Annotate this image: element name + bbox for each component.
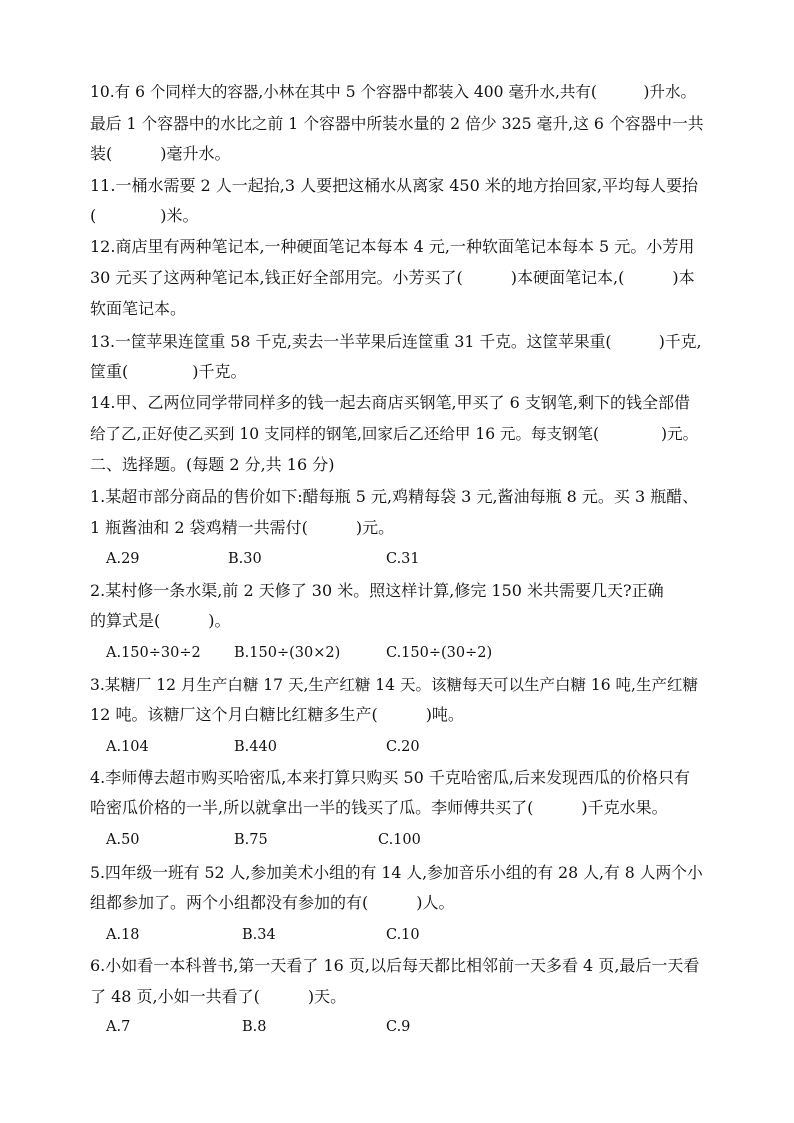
q12-line-2: 30 元买了这两种笔记本,钱正好全部用完。小芳买了( )本硬面笔记本,( )本	[90, 268, 695, 287]
q13-line-1: 13.一筐苹果连筐重 58 千克,卖去一半苹果后连筐重 31 千克。这筐苹果重( )千克,	[90, 332, 702, 351]
q13-line-2: 筐重( )千克。	[90, 362, 247, 381]
q10-line-3: 装( )毫升水。	[90, 144, 231, 163]
q12-line-1: 12.商店里有两种笔记本,一种硬面笔记本每本 4 元,一种软面笔记本每本 5 元。小芳用	[90, 237, 695, 256]
c3-option-c: C.20	[386, 739, 420, 755]
c6-line-2: 了 48 页,小如一共看了( )天。	[90, 987, 347, 1006]
c6-option-c: C.9	[386, 1019, 411, 1035]
c1-option-b: B.30	[228, 551, 262, 567]
q11-line-1: 11.一桶水需要 2 人一起抬,3 人要把这桶水从离家 450 米的地方抬回家,平均每人要抬	[90, 176, 698, 195]
c1-line-1: 1.某超市部分商品的售价如下:醋每瓶 5 元,鸡精每袋 3 元,酱油每瓶 8 元。买 3 瓶醋、	[90, 487, 699, 506]
c6-option-a: A.7	[106, 1019, 131, 1035]
c4-option-a: A.50	[106, 832, 140, 848]
c4-line-1: 4.李师傅去超市购买哈密瓜,本来打算只购买 50 千克哈密瓜,后来发现西瓜的价格只有	[90, 768, 690, 787]
c5-option-c: C.10	[386, 927, 420, 943]
c1-option-a: A.29	[106, 551, 140, 567]
c3-option-a: A.104	[106, 739, 149, 755]
c5-option-b: B.34	[242, 927, 276, 943]
q11-line-2: ( )米。	[90, 206, 199, 225]
c1-line-2: 1 瓶酱油和 2 袋鸡精一共需付( )元。	[90, 518, 395, 537]
q10-line-2: 最后 1 个容器中的水比之前 1 个容器中所装水量的 2 倍少 325 毫升,这 6 个容器中一共	[90, 114, 704, 133]
c5-line-1: 5.四年级一班有 52 人,参加美术小组的有 14 人,参加音乐小组的有 28 人,有 8 人两个小	[90, 863, 703, 882]
c2-option-c: C.150÷(30÷2)	[386, 645, 493, 661]
c1-option-c: C.31	[386, 551, 420, 567]
c6-option-b: B.8	[242, 1019, 267, 1035]
c4-option-b: B.75	[234, 832, 268, 848]
q14-line-2: 给了乙,正好使乙买到 10 支同样的钢笔,回家后乙还给甲 16 元。每支钢笔( )元。	[90, 425, 699, 443]
c3-line-1: 3.某糖厂 12 月生产白糖 17 天,生产红糖 14 天。该糖每天可以生产白糖 16 吨,生产红糖	[90, 676, 698, 694]
c3-line-2: 12 吨。该糖厂这个月白糖比红糖多生产( )吨。	[90, 705, 464, 724]
c5-line-2: 组都参加了。两个小组都没有参加的有( )人。	[90, 893, 455, 912]
c2-line-2: 的算式是( )。	[90, 611, 231, 630]
c2-option-a: A.150÷30÷2	[106, 645, 201, 661]
q14-line-1: 14.甲、乙两位同学带同样多的钱一起去商店买钢笔,甲买了 6 支钢笔,剩下的钱全部借	[90, 393, 690, 412]
c4-option-c: C.100	[378, 832, 421, 848]
q12-line-3: 软面笔记本。	[90, 299, 187, 318]
q10-line-1: 10.有 6 个同样大的容器,小林在其中 5 个容器中都装入 400 毫升水,共有( )升水。	[90, 83, 696, 101]
c5-option-a: A.18	[106, 927, 140, 943]
section-two-heading: 二、选择题。(每题 2 分,共 16 分)	[90, 455, 335, 474]
c3-option-b: B.440	[234, 739, 277, 755]
c6-line-1: 6.小如看一本科普书,第一天看了 16 页,以后每天都比相邻前一天多看 4 页,最后一天看	[90, 956, 700, 975]
c2-option-b: B.150÷(30×2)	[234, 645, 341, 661]
c2-line-1: 2.某村修一条水渠,前 2 天修了 30 米。照这样计算,修完 150 米共需要几天?正确	[90, 581, 664, 600]
c4-line-2: 哈密瓜价格的一半,所以就拿出一半的钱买了瓜。李师傅共买了( )千克水果。	[90, 798, 668, 817]
